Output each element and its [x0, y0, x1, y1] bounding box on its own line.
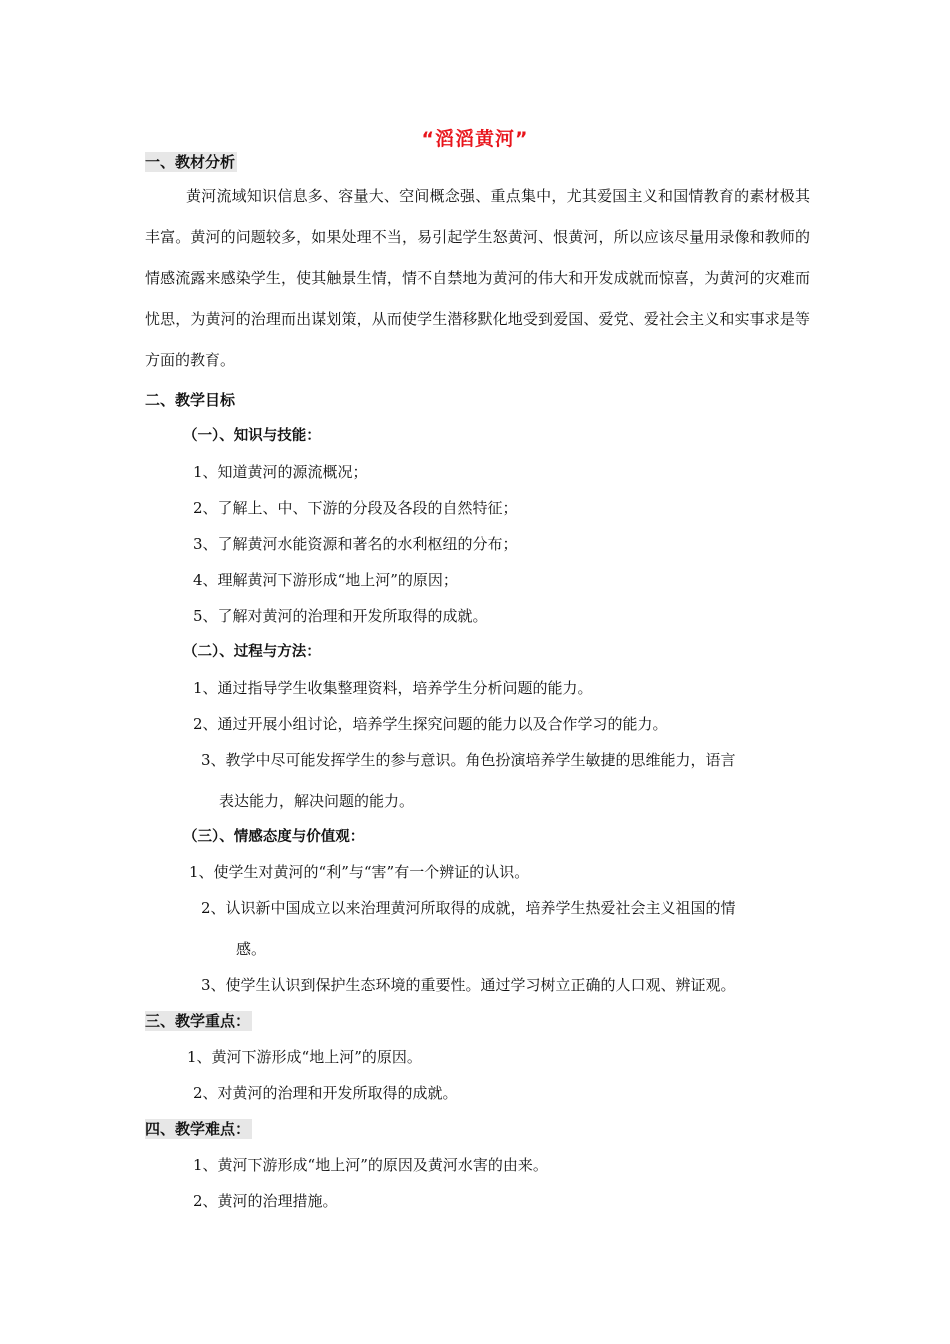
knowledge-item-3: 3、了解黄河水能资源和著名的水利枢纽的分布；	[193, 535, 518, 553]
difficulty-item-2: 2、黄河的治理措施。	[193, 1192, 338, 1210]
emotion-item-2-cont: 感。	[236, 940, 267, 958]
process-item-3-cont: 表达能力，解决问题的能力。	[219, 792, 415, 810]
knowledge-item-4: 4、理解黄河下游形成“地上河”的原因；	[193, 571, 458, 589]
emotion-item-3: 3、使学生认识到保护生态环境的重要性。通过学习树立正确的人口观、辨证观。	[201, 976, 736, 994]
document-title: “滔滔黄河”	[421, 128, 529, 150]
heading-goals: 二、教学目标	[145, 391, 236, 409]
knowledge-item-2: 2、了解上、中、下游的分段及各段的自然特征；	[193, 499, 518, 517]
process-item-1: 1、通过指导学生收集整理资料，培养学生分析问题的能力。	[193, 679, 593, 697]
subheading-knowledge: （一）、知识与技能：	[183, 428, 321, 444]
knowledge-item-5: 5、了解对黄河的治理和开发所取得的成就。	[193, 607, 488, 625]
emotion-item-1: 1、使学生对黄河的“利”与“害”有一个辨证的认识。	[189, 863, 530, 881]
knowledge-item-1: 1、知道黄河的源流概况；	[193, 463, 368, 481]
heading-analysis: 一、教材分析	[145, 153, 236, 171]
heading-key-points: 三、教学重点：	[145, 1012, 251, 1030]
emotion-item-2: 2、认识新中国成立以来治理黄河所取得的成就，培养学生热爱社会主义祖国的情	[201, 899, 736, 917]
process-item-2: 2、通过开展小组讨论，培养学生探究问题的能力以及合作学习的能力。	[193, 715, 668, 733]
key-point-item-1: 1、黄河下游形成“地上河”的原因。	[187, 1048, 422, 1066]
heading-difficulties: 四、教学难点：	[145, 1120, 251, 1138]
process-item-3: 3、教学中尽可能发挥学生的参与意识。角色扮演培养学生敏捷的思维能力，语言	[201, 751, 736, 769]
difficulty-item-1: 1、黄河下游形成“地上河”的原因及黄河水害的由来。	[193, 1156, 548, 1174]
analysis-paragraph: 黄河流域知识信息多、容量大、空间概念强、重点集中，尤其爱国主义和国情教育的素材极其丰富。黄河的问题较多，如果处理不当，易引起学生怒黄河、恨黄河，所以应该尽量用录像和教师的情感流露来感染学生，使其触景生情，情不自禁地为黄河的伟大和开发成就而惊喜，为黄河的灾难而忧思，为黄河的治理而出谋划策，从而使学生潜移默化地受到爱国、爱党、爱社会主义和实事求是等方面的教育。	[145, 187, 810, 369]
key-point-item-2: 2、对黄河的治理和开发所取得的成就。	[193, 1084, 458, 1102]
subheading-process: （二）、过程与方法：	[183, 644, 321, 660]
subheading-emotion: （三）、情感态度与价值观：	[183, 829, 365, 845]
